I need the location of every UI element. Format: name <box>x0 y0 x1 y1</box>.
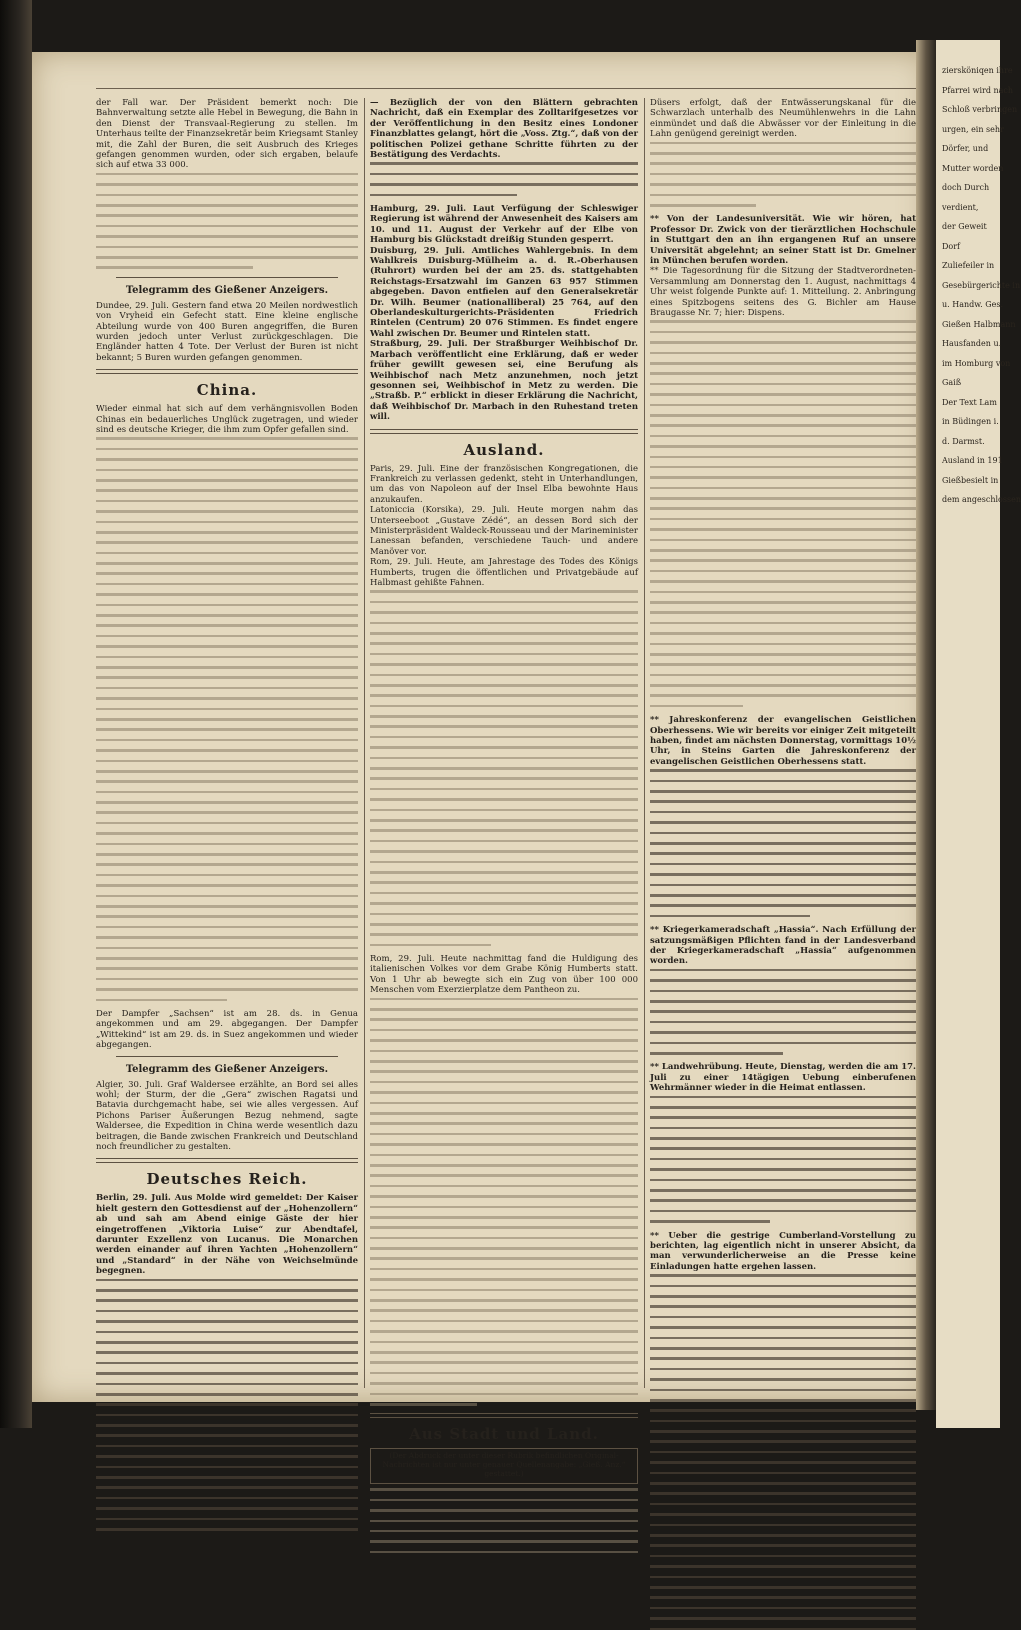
text-lines <box>650 1096 916 1223</box>
text-lines <box>650 320 916 707</box>
text-lines <box>370 590 638 946</box>
column-rule <box>644 98 645 1388</box>
margin-text-line: Gießen Halbmann <box>942 319 1016 329</box>
text-lines <box>96 437 358 1001</box>
margin-text-column <box>936 40 1021 506</box>
article-paragraph: ** Landwehrübung. Heute, Dienstag, werden die am 17. Juli zu einer 14tägigen Uebung einberufenen Wehrmänner wieder in die Heimat entlassen. <box>650 1062 916 1094</box>
separator <box>96 1158 358 1163</box>
text-lines <box>370 998 638 1406</box>
article-paragraph: Der Dampfer „Sachsen“ ist am 28. ds. in Genua angekommen und am 29. abgegangen. Der Dampfer „Wittekind“ ist am 29. ds. in Suez angekommen und wieder abgegangen. <box>96 1008 358 1051</box>
margin-text-line: Der Text Lam <box>942 397 997 407</box>
section-heading: Aus Stadt und Land. <box>409 1425 599 1444</box>
article-paragraph: ** Von der Landesuniversität. Wie wir hören, hat Professor Dr. Zwick von der tierärztlichen Hochschule in Stuttgart den an ihn ergangenen Ruf an unsere Universität abgelehnt; an seiner Statt ist Dr. Gmelner in München berufen worden. <box>650 214 916 266</box>
section-heading: Telegramm des Gießener Anzeigers. <box>125 284 329 296</box>
article-paragraph: Rom, 29. Juli. Heute nachmittag fand die Huldigung des italienischen Volkes vor dem Grabe König Humberts statt. Von 1 Uhr ab bewegte sich ein Zug von über 100 000 Menschen vom Exerzierplatze dem Pantheon zu. <box>370 954 638 996</box>
margin-text-line: Dörfer, und <box>942 144 989 153</box>
margin-text-line: urgen, ein sehr <box>942 124 1004 134</box>
article-paragraph: — Bezüglich der von den Blättern gebrachten Nachricht, daß ein Exemplar des Zolltarifgesetzes vor der Veröffentlichung in den Besitz eines Londoner Finanzblattes gelangt, hört die „Voss. Ztg.“, daß von der politischen Polizei gethane Schritte führten zu der Bestätigung des Verdachts. <box>370 98 638 161</box>
margin-text-line: Ausland in 191 <box>942 456 1003 465</box>
margin-text-line: verdient, <box>942 202 979 212</box>
margin-text-line: dem angeschlossen <box>942 495 1021 504</box>
article-paragraph: Algier, 30. Juli. Graf Waldersee erzählte, an Bord sei alles wohl; der Sturm, der die „Gera“ zwischen Ragatsi und Batavia durchgemacht habe, sei wie alles vergessen. Auf Pichons Pariser Äußerungen Bezug nehmend, sagte Waldersee, die Expedition in China werde wesentlich dazu beitragen, die Bande zwischen Frankreich und Deutschland noch freundlicher zu gestalten. <box>96 1079 358 1152</box>
separator <box>370 429 638 434</box>
margin-text-line: Hausfanden u. <box>942 339 1002 348</box>
article-paragraph: ** Die Tagesordnung für die Sitzung der Stadtverordneten-Versammlung am Donnerstag den 1. August, nachmittags 4 Uhr weist folgende Punkte auf: 1. Mitteilung. 2. Anbringung eines Spitzbogens seitens des G. Bichler am Hause Braugasse Nr. 7; hier: Dispens. <box>650 266 916 319</box>
article-paragraph: ** Jahreskonferenz der evangelischen Geistlichen Oberhessens. Wie wir bereits vor einiger Zeit mitgeteilt haben, findet am nächsten Donnerstag, vormittags 10½ Uhr, in Steins Garten die Jahreskonferenz der evangelischen Geistlichen Oberhessens statt. <box>650 715 916 767</box>
article-paragraph: Düsers erfolgt, daß der Entwässerungskanal für die Schwarzlach unterhalb des Neumühlenwehrs in die Lahn einmündet und daß die Abwässer vor der Einleitung in die Lahn genügend gereinigt werden. <box>650 98 916 140</box>
book-binding <box>0 0 32 1428</box>
margin-text-line: Schloß verbringen <box>942 105 1018 114</box>
text-lines <box>96 173 358 269</box>
margin-text-line: Gesebürgerichte in <box>942 280 1021 290</box>
margin-text-line: Gießbesielt in <box>942 475 999 485</box>
next-page-margin <box>936 40 1021 1428</box>
article-paragraph: Berlin, 29. Juli. Aus Molde wird gemeldet: Der Kaiser hielt gestern den Gottesdienst auf der „Hohenzollern“ ab und sah am Abend einige Gäste der hier eingetroffenen „Viktoria Luise“ zur Abendtafel, darunter Exzellenz von Lucanus. Die Monarchen werden einander auf ihren Yachten „Hohenzollern“ und „Standard“ in der Nähe von Weichselmünde begegnen. <box>96 1193 358 1277</box>
margin-text-line: Gaiß <box>942 378 962 387</box>
article-paragraph: Wieder einmal hat sich auf dem verhängnisvollen Boden Chinas ein bedauerliches Unglück zugetragen, und wieder sind es deutsche Krieger, die ihm zum Opfer gefallen sind. <box>96 404 358 435</box>
column-rule <box>364 98 365 1388</box>
separator <box>116 1056 338 1057</box>
text-lines <box>650 769 916 917</box>
margin-text-line: Mutter worden <box>942 163 1004 173</box>
article-paragraph: Paris, 29. Juli. Eine der französischen Kongregationen, die Frankreich zu verlassen gedenkt, steht in Unterhandlungen, um das von Napoleon auf der Insel Elba bewohnte Haus anzukaufen. <box>370 463 638 505</box>
section-heading: Telegramm des Gießener Anzeigers. <box>125 1063 329 1075</box>
column-2 <box>370 98 638 1479</box>
article-paragraph: der Fall war. Der Präsident bemerkt noch: Die Bahnverwaltung setzte alle Hebel in Bewegung, die Bahn in den Dienst der Transvaal-Regierung zu stellen. Im Unterhaus teilte der Finanzsekretär beim Kriegsamt Stanley mit, die Zahl der Buren, die seit Ausbruch des Krieges gefangen genommen wurden, oder sich ergaben, belaufe sich auf etwa 33 000. <box>96 98 358 171</box>
margin-text-line: doch Durch <box>942 183 990 192</box>
section-heading: China. <box>196 381 258 400</box>
article-paragraph: Rom, 29. Juli. Heute, am Jahrestage des Todes des Königs Humberts, trugen die öffentlichen und Privatgebäude auf Halbmast gehißte Fahnen. <box>370 557 638 588</box>
margin-text-line: Dorf <box>942 241 961 251</box>
separator <box>370 1413 638 1418</box>
article-paragraph: Duisburg, 29. Juli. Amtliches Wahlergebnis. In dem Wahlkreis Duisburg-Mülheim a. d. R.-Oberhausen (Ruhrort) wurden bei der am 25. ds. stattgehabten Reichstags-Ersatzwahl im Ganzen 63 957 Stimmen abgegeben. Davon entfielen auf den Generalsekretär Dr. Wilh. Beumer (nationalliberal) 25 764, auf den Oberlandeskulturgerichts-Präsidenten Friedrich Rintelen (Centrum) 20 076 Stimmen. Es findet engere Wahl zwischen Dr. Beumer und Rintelen statt. <box>370 245 638 339</box>
column-3 <box>650 98 916 1388</box>
margin-text-line: Zuliefeiler in <box>942 261 995 270</box>
text-lines <box>96 1279 358 1531</box>
section-heading: Ausland. <box>463 440 545 459</box>
text-lines <box>370 162 638 196</box>
rubric-note: (Der Abdruck der unter dieser Rubrik befindlichen Original-Nachrichten ist nur unter genauer Quellenangabe: „Gieß. Anz.“ gestattet.) <box>382 1451 626 1479</box>
article-paragraph: Dundee, 29. Juli. Gestern fand etwa 20 Meilen nordwestlich von Vryheid ein Gefecht statt. Eine kleine englische Abteilung wurde von 400 Buren angegriffen, die Buren wurden jedoch unter Verlust zurückgeschlagen. Die Engländer hatten 4 Tote. Der Verlust der Buren ist nicht bekannt; 5 Buren wurden gefangen genommen. <box>96 300 358 363</box>
text-lines <box>650 969 916 1055</box>
page-gutter <box>916 40 936 1410</box>
text-lines <box>650 1274 916 1630</box>
article-paragraph: ** Ueber die gestrige Cumberland-Vorstellung zu berichten, lag eigentlich nicht in unserer Absicht, da man verwunderlicherweise an die Presse keine Einladungen hatte ergehen lassen. <box>650 1230 916 1272</box>
article-paragraph: Hamburg, 29. Juli. Laut Verfügung der Schleswiger Regierung ist während der Anwesenheit des Kaisers am 10. und 11. August der Verkehr auf der Elbe von Hamburg bis Glückstadt dreißig Stunden gesperrt. <box>370 204 638 246</box>
margin-text-line: ziersköniqen ihre <box>942 66 1013 75</box>
separator <box>96 369 358 374</box>
text-lines <box>370 1488 638 1553</box>
article-paragraph: Latoniccia (Korsika), 29. Juli. Heute morgen nahm das Unterseeboot „Gustave Zédé“, an dessen Bord sich der Ministerpräsident Waldeck-Rousseau und der Marineminister Lanessan befanden, verschiedene Tauch- und andere Manöver vor. <box>370 505 638 557</box>
article-paragraph: ** Kriegerkameradschaft „Hassia“. Nach Erfüllung der satzungsmäßigen Pflichten fand in der Landesverband der Kriegerkameradschaft „Hassia“ aufgenommen worden. <box>650 925 916 967</box>
margin-text-line: Pfarrei wird nach <box>942 85 1014 95</box>
text-lines <box>650 142 916 207</box>
header-rule <box>96 88 916 89</box>
article-paragraph: Straßburg, 29. Juli. Der Straßburger Weihbischof Dr. Marbach veröffentlicht eine Erklärung, daß er weder früher gewillt gewesen sei, eine Berufung als Weihbischof nach Metz anzunehmen, noch jetzt gesonnen sei, Weihbischof in Metz zu werden. Die „Straßb. P.“ erblickt in dieser Erklärung die Nachricht, daß Weihbischof Dr. Marbach in den Ruhestand treten will. <box>370 339 638 423</box>
margin-text-line: d. Darmst. <box>942 436 985 446</box>
margin-text-line: u. Handw. Ges. <box>942 300 1004 309</box>
margin-text-line: in Büdingen i. <box>942 417 999 426</box>
separator <box>116 277 338 278</box>
rubric-note-box <box>370 1448 638 1484</box>
section-heading: Deutsches Reich. <box>146 1170 308 1189</box>
margin-text-line: im Homburg von <box>942 358 1011 368</box>
margin-text-line: der Geweit <box>942 222 987 231</box>
column-1 <box>96 98 358 1388</box>
